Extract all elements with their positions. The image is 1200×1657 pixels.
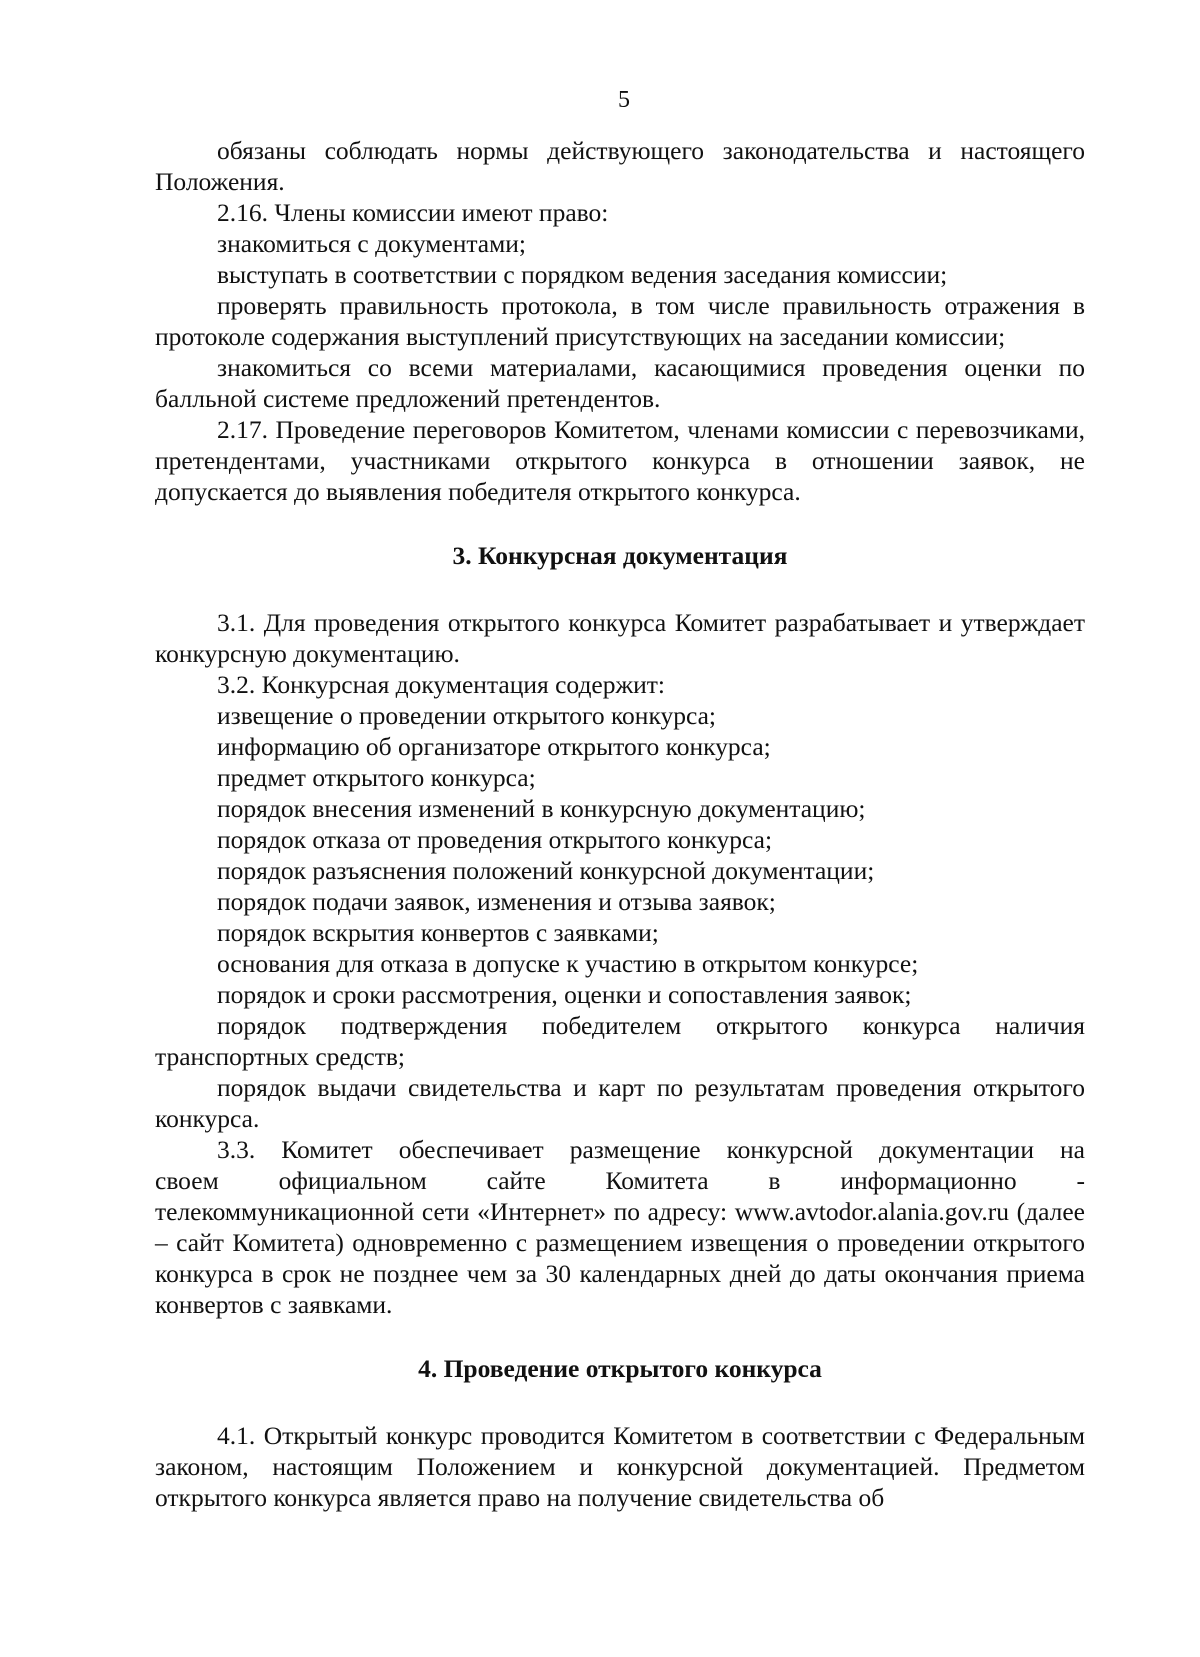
paragraph-4-1: 4.1. Открытый конкурс проводится Комитетом в соответствии с Федеральным законом, настоящим Положением и конкурсной документацией. Предметом открытого конкурса является право на получение свидетельства об [155,1421,1085,1512]
paragraph-3-3-rest: телекоммуникационной сети «Интернет» по адресу: www.avtodor.alania.gov.ru (далее – сайт Комитета) одновременно с размещением извещения о проведении открытого конкурса в срок не позднее чем за 30 календарных дней до даты окончания приема конвертов с заявками. [155,1197,1085,1319]
document-page [155,85,1085,1513]
list-item: порядок подачи заявок, изменения и отзыва заявок; [217,887,776,916]
paragraph-2-17: 2.17. Проведение переговоров Комитетом, членами комиссии с перевозчиками, претендентами, участниками открытого конкурса в отношении заявок, не допускается до выявления победителя открытого конкурса. [155,415,1085,506]
list-item: порядок подтверждения победителем открытого конкурса наличия транспортных средств; [155,1011,1085,1071]
page-number: 5 [618,87,630,113]
section-4-heading: 4. Проведение открытого конкурса [418,1354,822,1383]
paragraph-2-15-continuation: обязаны соблюдать нормы действующего законодательства и настоящего Положения. [155,136,1085,196]
list-item: порядок разъяснения положений конкурсной документации; [217,856,875,885]
list-item: порядок вскрытия конвертов с заявками; [217,918,659,947]
list-item: порядок выдачи свидетельства и карт по результатам проведения открытого конкурса. [155,1073,1085,1133]
paragraph-3-1: 3.1. Для проведения открытого конкурса Комитет разрабатывает и утверждает конкурсную документацию. [155,608,1085,668]
list-item: предмет открытого конкурса; [217,763,536,792]
list-item: проверять правильность протокола, в том числе правильность отражения в протоколе содержания выступлений присутствующих на заседании комиссии; [155,291,1085,351]
list-item: порядок внесения изменений в конкурсную документацию; [217,794,866,823]
list-item: порядок отказа от проведения открытого конкурса; [217,825,773,854]
list-item: порядок и сроки рассмотрения, оценки и сопоставления заявок; [217,980,912,1009]
paragraph-2-16-intro: 2.16. Члены комиссии имеют право: [217,198,609,227]
paragraph-3-3-line-1: 3.3. Комитет обеспечивает размещение конкурсной документации на [217,1135,1085,1164]
list-item: извещение о проведении открытого конкурса; [217,701,717,730]
list-item: выступать в соответствии с порядком ведения заседания комиссии; [217,260,948,289]
list-item: знакомиться со всеми материалами, касающимися проведения оценки по балльной системе предложений претендентов. [155,353,1085,413]
section-3-heading: 3. Конкурсная документация [452,541,788,570]
list-item: основания для отказа в допуске к участию в открытом конкурсе; [217,949,919,978]
list-item: информацию об организаторе открытого конкурса; [217,732,771,761]
list-item: знакомиться с документами; [217,229,526,258]
paragraph-3-3-line-2: своем официальном сайте Комитета в информационно - [155,1166,1085,1195]
paragraph-3-2-intro: 3.2. Конкурсная документация содержит: [217,670,665,699]
